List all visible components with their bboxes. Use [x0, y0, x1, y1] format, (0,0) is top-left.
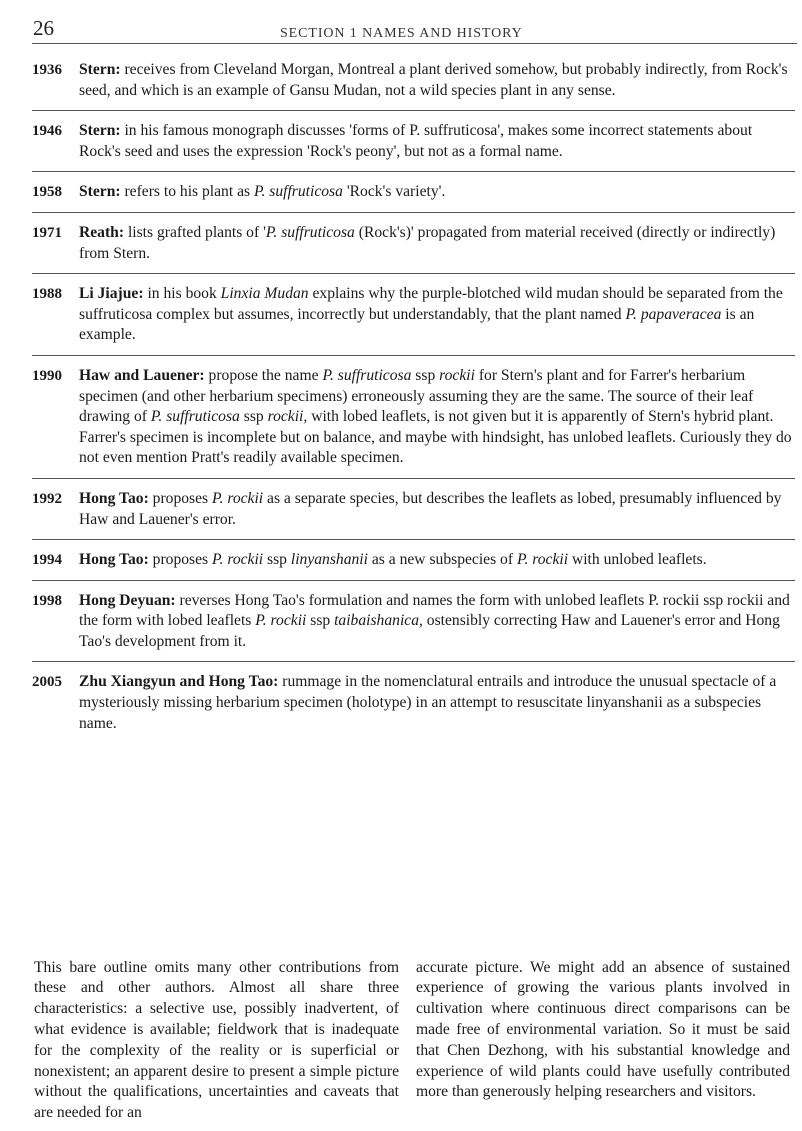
timeline-entry: [32, 280, 795, 356]
entry-text-fragment: proposes: [148, 489, 213, 507]
taxon-name: P. papaveracea: [625, 305, 722, 323]
entry-text-fragment: (Rock's)' propagated from material received (directly or indirectly) from Stern.: [79, 223, 776, 262]
entry-text-fragment: ostensibly correcting Haw and Lauener's error and Hong Tao's development from it.: [79, 612, 780, 650]
entry-text-fragment: ssp: [411, 366, 440, 384]
timeline-list: [32, 56, 795, 749]
timeline-entry: [32, 587, 795, 663]
author-name: Haw and Lauener:: [79, 366, 205, 384]
entry-text: [79, 182, 795, 203]
body-column-left: This bare outline omits many other contributions from these and other authors. Almost all share three characteristics: a selective use, possibly inadvertent, of what evidence is available; fieldwork that is inadequate for the complexity of the reality or is superficial or nonexistent; an apparent desire to present a simple picture without the qualifications, uncertainties and caveats that are needed for an: [34, 958, 399, 1122]
entry-text-fragment: as a separate species, but describes the leaflets as lobed, presumably influenced by Haw and Lauener's error.: [79, 489, 782, 528]
author-name: Hong Tao:: [79, 489, 149, 507]
entry-text: [79, 60, 795, 101]
entry-year: 1992: [32, 490, 62, 507]
taxon-name: taibaishanica,: [334, 612, 423, 630]
entry-text-fragment: propose the name: [204, 366, 323, 384]
taxon-name: P. suffruticosa: [322, 366, 412, 384]
entry-text: [79, 223, 795, 264]
entry-year: 1998: [32, 592, 62, 609]
entry-text: [79, 121, 795, 162]
timeline-entry: [32, 546, 795, 581]
entry-text-fragment: reverses Hong Tao's formulation and names the form with unlobed leaflets P. rockii ssp rockii and the form with lobed leaflets: [79, 591, 790, 630]
timeline-entry: [32, 56, 795, 111]
taxon-name: P. rockii: [255, 612, 307, 630]
entry-text-fragment: 'Rock's variety'.: [342, 183, 446, 201]
entry-text: [79, 550, 795, 571]
entry-text-fragment: refers to his plant as: [120, 183, 254, 201]
taxon-name: P. rockii: [212, 489, 264, 507]
entry-year: 1936: [32, 62, 62, 78]
taxon-name: Linxia Mudan: [220, 285, 309, 303]
entry-text-fragment: as a new subspecies of: [367, 551, 517, 569]
entry-text-fragment: in his book: [143, 285, 221, 303]
entry-text-fragment: rummage in the nomenclatural entrails and introduce the unusual spectacle of a mysteriously missing herbarium specimen (holotype) in an attempt to resuscitate linyanshanii as a subspecies name.: [79, 673, 777, 732]
entry-year: 2005: [32, 674, 62, 691]
entry-text: [79, 489, 795, 530]
timeline-entry: [32, 485, 795, 540]
entry-text-fragment: ssp: [306, 612, 335, 630]
entry-text: [79, 284, 795, 346]
taxon-name: P. rockii: [212, 551, 264, 569]
entry-text-fragment: in his famous monograph discusses 'forms of P. suffruticosa', makes some incorrect statements about Rock's seed and uses the expression 'Rock's peony', but not as a formal name.: [79, 122, 753, 160]
entry-year: 1988: [32, 286, 62, 303]
author-name: Hong Deyuan:: [79, 591, 176, 609]
author-name: Stern:: [79, 122, 121, 140]
author-name: Li Jiajue:: [79, 285, 144, 303]
entry-year: 1971: [32, 224, 62, 241]
running-head: SECTION 1 NAMES AND HISTORY: [280, 26, 523, 41]
author-name: Zhu Xiangyun and Hong Tao:: [79, 673, 279, 691]
entry-year: 1994: [32, 552, 62, 569]
entry-text-fragment: explains why the purple-blotched wild mudan should be separated from the suffruticosa complex but assumes, incorrectly but understandably, that the plant named: [79, 285, 783, 323]
timeline-entry: [32, 362, 795, 479]
author-name: Reath:: [79, 223, 125, 241]
page-number: 26: [33, 16, 54, 40]
entry-text: [79, 591, 795, 653]
taxon-name: P. suffruticosa: [265, 223, 355, 241]
entry-text-fragment: for Stern's plant and for Farrer's herbarium specimen (and other herbarium specimens) erroneously assuming they are the same. The source of their leaf drawing of: [79, 366, 754, 426]
entry-text-fragment: with lobed leaflets, is not given but it is apparently of Stern's hybrid plant. Farrer's specimen is incomplete but on balance, and maybe with hindsight, has unlobed leaflets. Curiously they do not even mention Pratt's readily available specimen.: [79, 408, 792, 467]
taxon-name: P. rockii: [516, 551, 569, 569]
taxon-name: linyanshanii: [290, 551, 368, 569]
entry-year: 1958: [32, 184, 62, 201]
taxon-name: rockii: [439, 366, 475, 384]
timeline-entry: [32, 178, 795, 213]
body-column-right: accurate picture. We might add an absence of sustained experience of growing the various plants involved in cultivation where continuous direct comparisons can be made free of environmental variation. So it must be said that Chen Dezhong, with his substantial knowledge and experience of wild plants could have usefully contributed more than generously helping researchers and visitors.: [416, 958, 790, 1101]
author-name: Stern:: [79, 183, 121, 201]
entry-text-fragment: ssp: [263, 551, 291, 569]
entry-year: 1946: [32, 123, 62, 140]
entry-text-fragment: with unlobed leaflets.: [568, 551, 707, 569]
entry-text-fragment: is an example.: [79, 305, 755, 344]
timeline-entry: [32, 219, 795, 274]
header-rule: [32, 43, 797, 44]
entry-text: [79, 672, 795, 734]
entry-text-fragment: lists grafted plants of ': [124, 223, 266, 241]
entry-text-fragment: proposes: [148, 551, 213, 569]
entry-text: [79, 366, 795, 469]
taxon-name: rockii,: [267, 408, 308, 426]
author-name: Hong Tao:: [79, 551, 149, 569]
timeline-entry: [32, 117, 795, 172]
entry-year: 1990: [32, 367, 62, 384]
taxon-name: P. suffruticosa: [253, 183, 343, 201]
author-name: Stern:: [79, 61, 121, 78]
entry-text-fragment: receives from Cleveland Morgan, Montreal a plant derived somehow, but probably indirectly, from Rock's seed, and which is an example of Gansu Mudan, not a wild species plant in any sense.: [79, 61, 788, 99]
entry-text-fragment: ssp: [239, 408, 268, 426]
taxon-name: P. suffruticosa: [150, 408, 240, 426]
timeline-entry: [32, 668, 795, 743]
